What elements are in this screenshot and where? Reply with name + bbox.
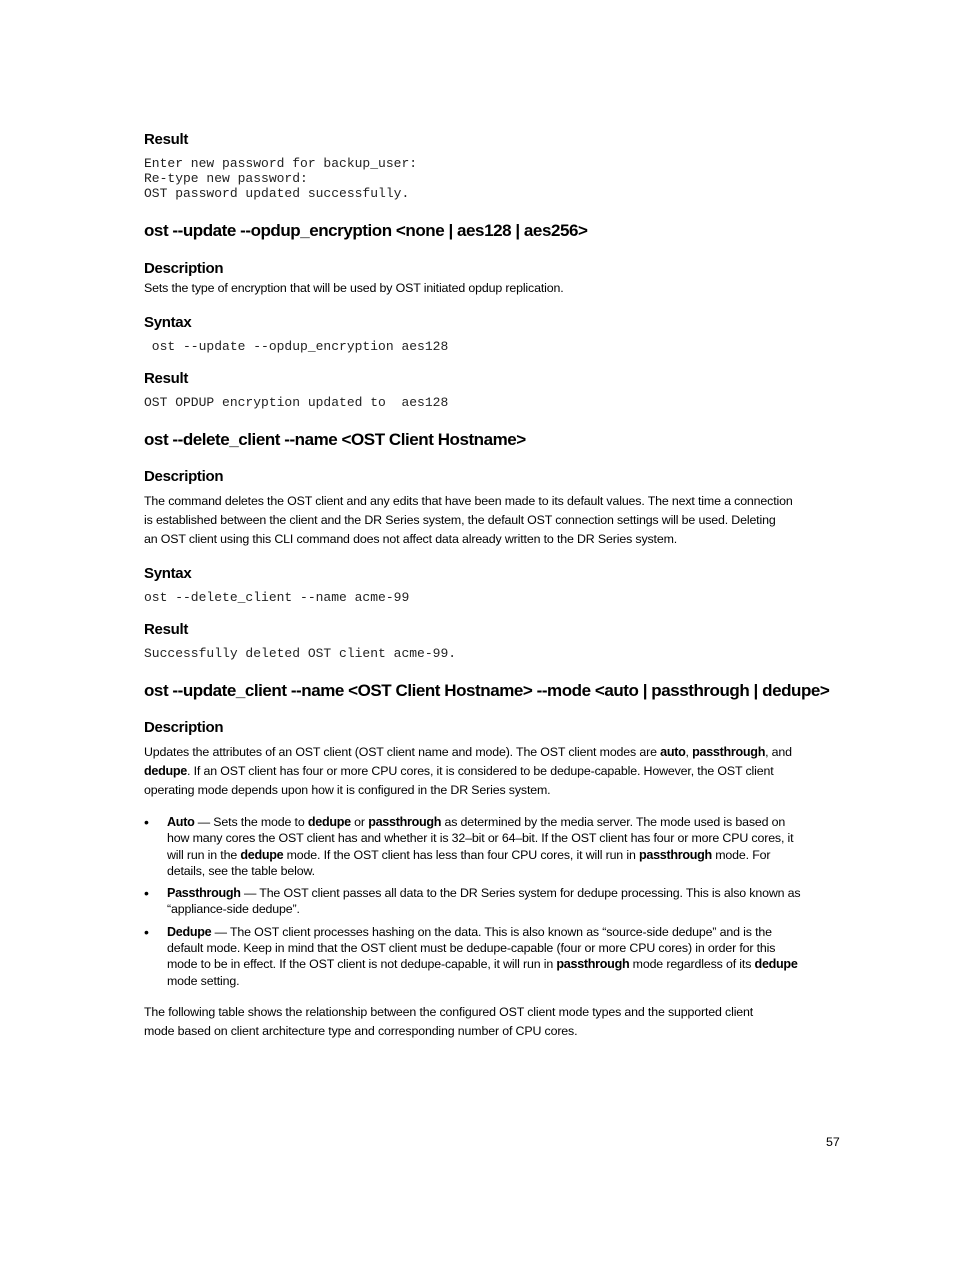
term-auto: Auto: [167, 815, 195, 829]
description-heading: Description: [144, 260, 224, 277]
syntax-code: ost --update --opdup_encryption aes128: [144, 339, 449, 354]
section-heading-opdup-encryption: ost --update --opdup_encryption <none | aes128 | aes256>: [144, 221, 588, 240]
result-code: OST OPDUP encryption updated to aes128: [144, 395, 449, 410]
code-line: Enter new password for backup_user:: [144, 156, 418, 171]
list-item-auto: • Auto — Sets the mode to dedupe or passthrough as determined by the media server. The mode used is based on how many cores the OST client has and whether it is 32–bit or 64–bit. If the OST client has four or more CPU cores, it will run in the dedupe mode. If the OST client has less than four CPU cores, it will run in passthrough mode. For details, see the table below.: [144, 814, 794, 878]
result-code-block: [144, 156, 840, 201]
syntax-heading: Syntax: [144, 565, 192, 582]
text-line: Updates the attributes of an OST client (OST client name and mode). The OST client modes are auto, passthrough, and: [144, 745, 792, 759]
bullet-icon: •: [144, 814, 149, 830]
keyword-passthrough: passthrough: [692, 745, 766, 759]
text-line: The command deletes the OST client and any edits that have been made to its default values. The next time a connection: [144, 494, 793, 508]
list-item-passthrough: • Passthrough — The OST client passes all data to the DR Series system for dedupe processing. This is also known as “appliance-side dedupe”.: [144, 885, 801, 917]
bullet-icon: •: [144, 885, 149, 902]
keyword-auto: auto: [660, 745, 686, 759]
description-heading: Description: [144, 468, 224, 485]
closing-paragraph: [144, 1003, 840, 1041]
code-line: OST password updated successfully.: [144, 186, 410, 201]
code-line: Re-type new password:: [144, 171, 308, 186]
keyword-dedupe: dedupe: [144, 764, 187, 778]
description-text: [144, 743, 840, 800]
text-line: an OST client using this CLI command does not affect data already written to the DR Series system.: [144, 532, 678, 546]
bullet-icon: •: [144, 923, 149, 940]
list-item-dedupe: • Dedupe — The OST client processes hashing on the data. This is also known as “source-side dedupe” and is the default mode. Keep in mind that the OST client must be dedupe-capable (four or more CPU cores) in order for this mode to be in effect. If the OST client is not dedupe-capable, it will run in passthrough mode regardless of its dedupe mode setting.: [144, 923, 798, 988]
mode-bullet-list: [144, 814, 840, 989]
page-number: 57: [826, 1135, 840, 1149]
term-dedupe: Dedupe: [167, 924, 212, 939]
text-line: mode based on client architecture type and corresponding number of CPU cores.: [144, 1024, 578, 1038]
description-text: Sets the type of encryption that will be used by OST initiated opdup replication.: [144, 281, 564, 295]
result-code: Successfully deleted OST client acme-99.: [144, 646, 457, 661]
result-heading: Result: [144, 621, 189, 638]
syntax-heading: Syntax: [144, 314, 192, 331]
term-passthrough: Passthrough: [167, 886, 241, 901]
result-heading: Result: [144, 370, 189, 387]
description-heading: Description: [144, 719, 224, 736]
description-text: [144, 492, 840, 549]
text-line: The following table shows the relationship between the configured OST client mode types and the supported client: [144, 1005, 754, 1019]
text-line: dedupe. If an OST client has four or more CPU cores, it is considered to be dedupe-capable. However, the OST client: [144, 764, 774, 778]
result-heading: Result: [144, 131, 189, 148]
section-heading-delete-client: ost --delete_client --name <OST Client Hostname>: [144, 430, 526, 449]
text-line: is established between the client and the DR Series system, the default OST connection settings will be used. Deleting: [144, 513, 776, 527]
syntax-code: ost --delete_client --name acme-99: [144, 590, 410, 605]
section-heading-update-client: ost --update_client --name <OST Client Hostname> --mode <auto | passthrough | dedupe>: [144, 681, 830, 700]
text-line: operating mode depends upon how it is configured in the DR Series system.: [144, 783, 551, 797]
